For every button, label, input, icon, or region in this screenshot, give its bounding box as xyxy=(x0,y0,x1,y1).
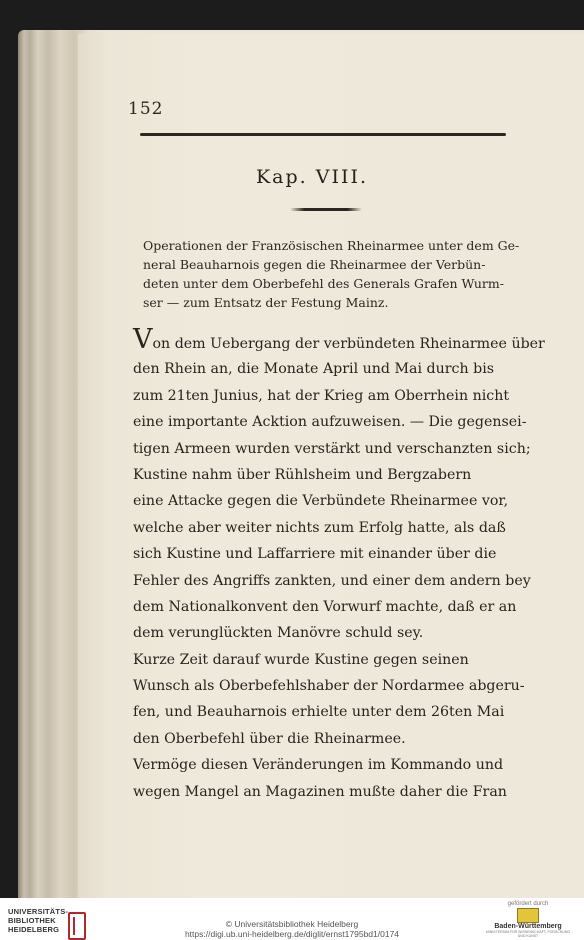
header-rule xyxy=(140,133,506,136)
chapter-summary xyxy=(143,236,520,312)
body-text xyxy=(133,324,545,805)
body-line: Kustine nahm über Rühlsheim und Bergzabern xyxy=(133,466,472,483)
copyright-text: © Universitätsbibliothek Heidelberg xyxy=(225,919,359,929)
body-line: Fehler des Angriffs zankten, und einer dem andern bey xyxy=(133,572,531,589)
body-line: den Oberbefehl über die Rheinarmee. xyxy=(133,730,406,747)
sponsor-name: Baden-Württemberg xyxy=(494,923,562,930)
chapter-ornament xyxy=(290,208,362,211)
initial-letter: V xyxy=(133,324,153,355)
summary-line: deten unter dem Oberbefehl des Generals Grafen Wurm- xyxy=(143,276,504,291)
body-line: den Rhein an, die Monate April und Mai durch bis xyxy=(133,361,495,378)
body-line: welche aber weiter nichts zum Erfolg hatte, als daß xyxy=(133,519,506,536)
body-line: Kurze Zeit darauf wurde Kustine gegen seinen xyxy=(133,651,469,668)
body-line: eine importante Acktion aufzuweisen. — Die gegensei- xyxy=(133,414,527,431)
summary-line: Operationen der Französischen Rheinarmee unter dem Ge- xyxy=(143,238,520,253)
body-line-text: on dem Uebergang der verbündeten Rheinarmee über xyxy=(152,336,545,352)
body-line: dem verunglückten Manövre schuld sey. xyxy=(133,625,424,642)
state-crest-icon xyxy=(517,908,539,923)
body-line: Vermöge diesen Veränderungen im Kommando und xyxy=(133,757,504,774)
body-line: wegen Mangel an Magazinen mußte daher die Fran xyxy=(133,783,507,800)
permalink[interactable]: https://digi.ub.uni-heidelberg.de/diglit/ernst1795bd1/0174 xyxy=(184,929,400,939)
page-number: 152 xyxy=(128,99,164,119)
library-name-line: BIBLIOTHEK xyxy=(8,916,56,925)
footer-bar xyxy=(0,898,584,940)
sponsor-label: gefördert durch xyxy=(507,901,549,907)
body-line: Wunsch als Oberbefehlshaber der Nordarmee abgeru- xyxy=(133,678,525,695)
library-name-line: UNIVERSITÄTS- xyxy=(8,907,69,916)
sponsor-logo[interactable] xyxy=(482,901,574,938)
body-line: zum 21ten Junius, hat der Krieg am Oberrhein nicht xyxy=(133,387,510,404)
summary-line: ser — zum Entsatz der Festung Mainz. xyxy=(143,295,389,310)
body-line: dem Nationalkonvent den Vorwurf machte, daß er an xyxy=(133,598,517,615)
chapter-heading: Kap. VIII. xyxy=(255,166,369,188)
body-line: eine Attacke gegen die Verbündete Rheinarmee vor, xyxy=(133,493,509,510)
sponsor-subtitle: MINISTERIUM FÜR WISSENSCHAFT, FORSCHUNG UND KUNST xyxy=(485,930,571,938)
body-line: sich Kustine und Laffarriere mit einander über die xyxy=(133,546,497,563)
summary-line: neral Beauharnois gegen die Rheinarmee der Verbün- xyxy=(143,257,486,272)
body-line: tigen Armeen wurden verstärkt und verschanzten sich; xyxy=(133,440,531,457)
body-line: fen, und Beauharnois erhielte unter dem 26ten Mai xyxy=(133,704,505,721)
body-line xyxy=(133,324,545,356)
library-name-line: HEIDELBERG xyxy=(8,925,60,934)
